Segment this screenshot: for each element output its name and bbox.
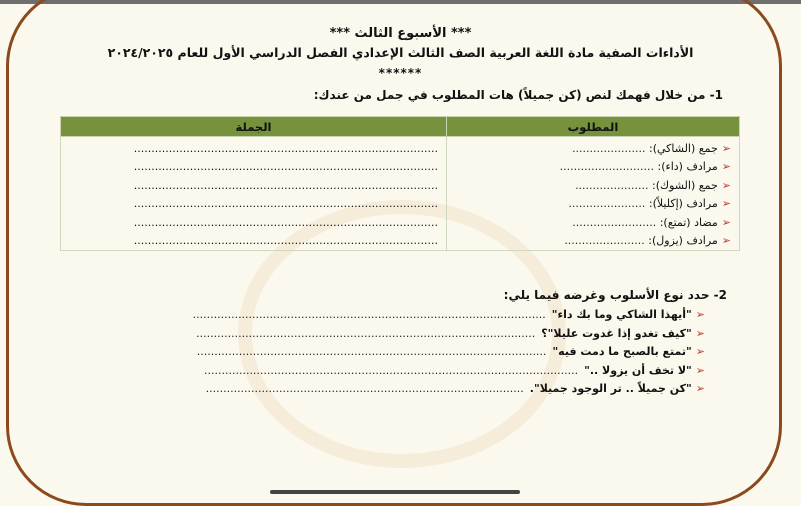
blank-line[interactable]: ..................... [575,178,649,192]
answer-line[interactable]: ....................................................................................... [133,178,438,192]
table-row [455,214,731,232]
quote-text: "كن جميلاً .. تر الوجود جميلا". [529,382,692,395]
required-label: مرادف (يزول): [648,233,718,247]
arrow-icon: ➢ [721,178,731,192]
blank-line[interactable]: ..................................................................................................... [192,308,546,321]
quote-text: "أيهذا الشاكي وما بك داء" [551,308,692,321]
blank-line[interactable]: ...................... [568,197,646,211]
blank-line[interactable]: ........................ [572,215,657,229]
list-item [85,362,705,381]
required-cell [447,137,740,251]
arrow-icon: ➢ [695,308,705,321]
arrow-icon: ➢ [721,233,731,247]
list-item [85,306,705,325]
blank-line[interactable]: ........................................................................................... [205,382,524,395]
table-row [455,158,731,176]
quote-text: "كيف تغدو إذا غدوت عليلا"؟ [541,326,692,340]
blank-line[interactable]: ..................... [572,142,646,155]
bottom-border [270,490,520,494]
blank-line[interactable]: ........................................................................................................... [203,363,579,377]
answer-line[interactable]: ....................................................................................... [133,215,438,229]
worksheet-subtitle: الأداءات الصفية مادة اللغة العربية الصف الثالث الإعدادي الفصل الدراسي الأول للعام ٢٠٢٤/٢٠٢٥ [107,45,694,60]
quote-text: "لا تخف أن يزولا .." [584,363,692,377]
blank-line[interactable]: .................................................................................................... [196,345,547,358]
list-item [85,343,705,362]
quote-text: "تمتع بالصبح ما دمت فيه" [552,345,692,358]
table-row [455,195,731,213]
required-label: مضاد (تمتع): [659,215,718,229]
list-item [85,380,705,399]
week-title: *** الأسبوع الثالث *** [329,26,472,41]
table-row [455,232,731,250]
question-2: 2- حدد نوع الأسلوب وغرضه فيما يلي: [503,288,727,302]
required-label: مرادف (إكليلاً): [648,197,718,211]
required-label: جمع (الشوك): [652,178,718,192]
stars-divider: ****** [378,66,423,80]
answer-line[interactable]: ....................................................................................... [133,233,438,247]
arrow-icon: ➢ [721,142,731,155]
arrow-icon: ➢ [721,160,731,174]
arrow-icon: ➢ [695,326,705,340]
question-2-list [85,306,705,399]
answer-line[interactable]: ....................................................................................... [133,197,438,211]
arrow-icon: ➢ [721,197,731,211]
blank-line[interactable]: ....................... [564,233,645,247]
blank-line[interactable]: ................................................................................................. [196,326,536,340]
question-1: 1- من خلال فهمك لنص (كن جميلاً) هات المطلوب في جمل من عندك: [313,88,723,102]
arrow-icon: ➢ [695,363,705,377]
required-label: جمع (الشاكي): [649,142,718,155]
sentence-cell [61,137,447,251]
blank-line[interactable]: ........................... [559,160,655,174]
question-1-table [60,116,740,251]
answer-line[interactable]: ....................................................................................... [133,142,438,155]
col-header-required: المطلوب [447,117,740,137]
required-label: مرادف (داء): [657,160,718,174]
arrow-icon: ➢ [695,345,705,358]
table-row [455,140,731,158]
col-header-sentence: الجملة [61,117,447,137]
answer-line[interactable]: ....................................................................................... [133,160,438,174]
arrow-icon: ➢ [695,382,705,395]
table-row [455,177,731,195]
arrow-icon: ➢ [721,215,731,229]
list-item [85,325,705,344]
